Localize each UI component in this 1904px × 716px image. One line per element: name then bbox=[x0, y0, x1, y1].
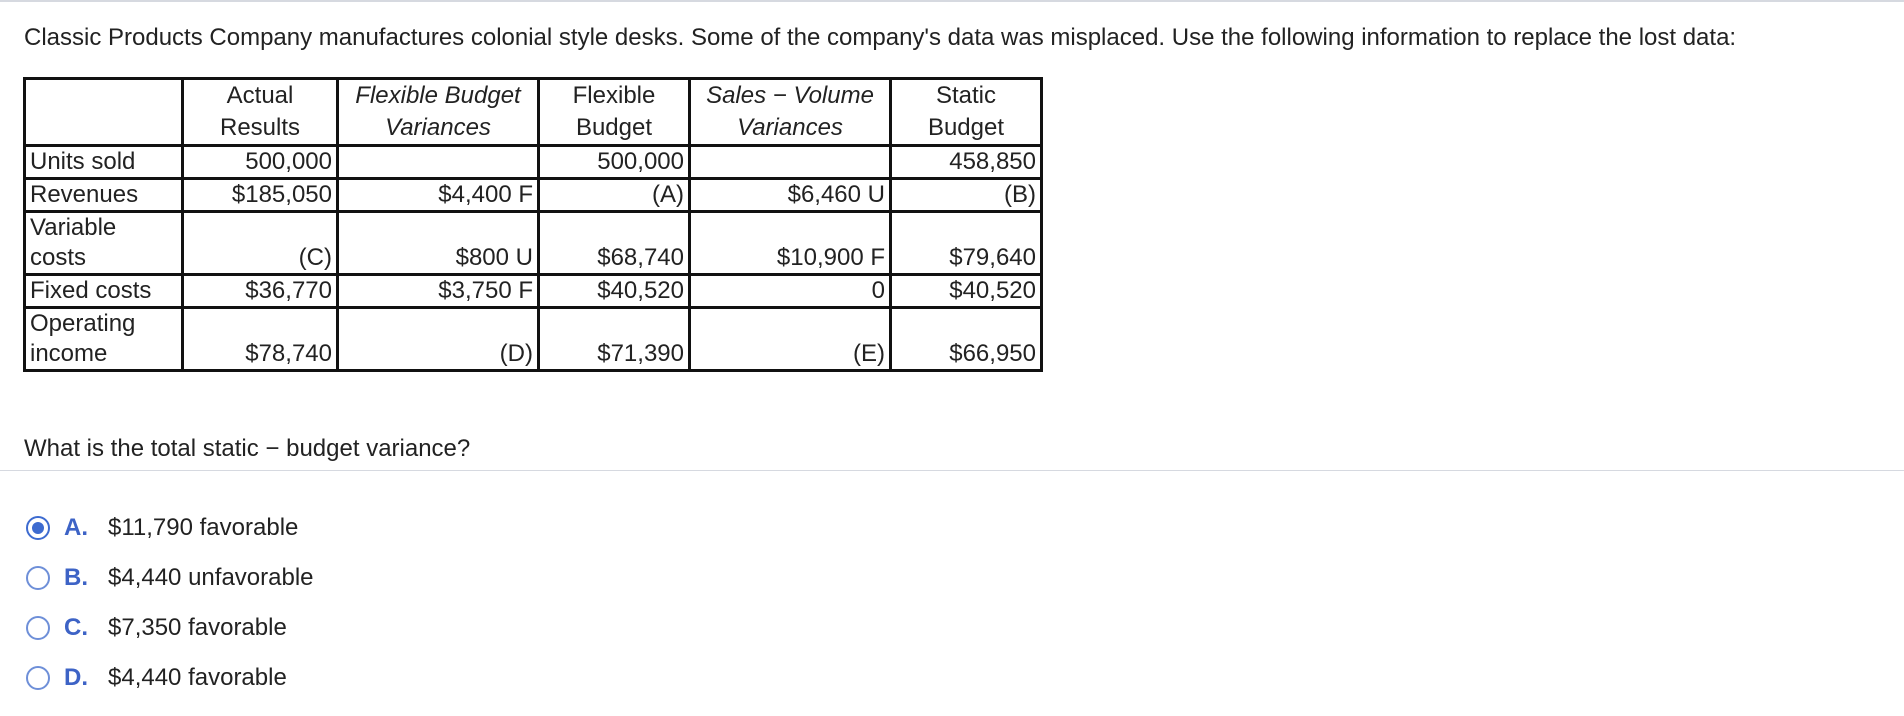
table-cell: $4,400 F bbox=[338, 179, 539, 212]
table-cell: $6,460 U bbox=[690, 179, 891, 212]
header-cell-blank bbox=[25, 79, 183, 146]
table-cell: $71,390 bbox=[539, 308, 690, 371]
table-cell bbox=[338, 146, 539, 179]
table-row bbox=[25, 179, 1042, 212]
row-label: Variable costs bbox=[25, 212, 183, 275]
table-row bbox=[25, 275, 1042, 308]
option-letter: D. bbox=[64, 664, 88, 691]
row-label: Units sold bbox=[25, 146, 183, 179]
table-cell: (D) bbox=[338, 308, 539, 371]
option-text: $7,350 favorable bbox=[108, 614, 287, 641]
table-row bbox=[25, 212, 1042, 275]
table-cell: (B) bbox=[891, 179, 1042, 212]
table-cell: $40,520 bbox=[891, 275, 1042, 308]
table-cell: $800 U bbox=[338, 212, 539, 275]
table-cell: $40,520 bbox=[539, 275, 690, 308]
top-divider bbox=[0, 0, 1904, 2]
header-static-budget: Static Budget bbox=[891, 79, 1042, 146]
header-sales-volume-variances: Sales − Volume Variances bbox=[690, 79, 891, 146]
option-text: $4,440 favorable bbox=[108, 664, 287, 691]
radio-icon[interactable] bbox=[26, 616, 50, 640]
row-label: Revenues bbox=[25, 179, 183, 212]
header-flexible-budget: Flexible Budget bbox=[539, 79, 690, 146]
table-cell: $36,770 bbox=[183, 275, 338, 308]
option-letter: B. bbox=[64, 564, 88, 591]
radio-selected-icon[interactable] bbox=[26, 516, 50, 540]
question-text: What is the total static − budget variance? bbox=[24, 435, 471, 462]
row-label: Operating income bbox=[25, 308, 183, 371]
option-letter: C. bbox=[64, 614, 88, 641]
question-divider bbox=[0, 470, 1904, 471]
answer-options bbox=[26, 503, 314, 703]
table-cell bbox=[690, 146, 891, 179]
radio-icon[interactable] bbox=[26, 566, 50, 590]
radio-dot-icon bbox=[32, 522, 44, 534]
table-cell: 0 bbox=[690, 275, 891, 308]
option-d[interactable] bbox=[26, 653, 314, 703]
table-cell: $185,050 bbox=[183, 179, 338, 212]
table-cell: 500,000 bbox=[539, 146, 690, 179]
table-row bbox=[25, 308, 1042, 371]
header-actual-results: Actual Results bbox=[183, 79, 338, 146]
option-letter: A. bbox=[64, 514, 88, 541]
table-header-row bbox=[25, 79, 1042, 146]
table-cell: $3,750 F bbox=[338, 275, 539, 308]
option-c[interactable] bbox=[26, 603, 314, 653]
problem-intro: Classic Products Company manufactures colonial style desks. Some of the company's data was misplaced. Use the following information to replace the lost data: bbox=[24, 24, 1737, 51]
table-row bbox=[25, 146, 1042, 179]
option-text: $4,440 unfavorable bbox=[108, 564, 314, 591]
radio-icon[interactable] bbox=[26, 666, 50, 690]
table-cell: $78,740 bbox=[183, 308, 338, 371]
header-flexible-budget-variances: Flexible Budget Variances bbox=[338, 79, 539, 146]
table-cell: 458,850 bbox=[891, 146, 1042, 179]
row-label: Fixed costs bbox=[25, 275, 183, 308]
option-b[interactable] bbox=[26, 553, 314, 603]
table-cell: (E) bbox=[690, 308, 891, 371]
table-cell: $10,900 F bbox=[690, 212, 891, 275]
budget-table bbox=[23, 77, 1043, 372]
table-cell: $79,640 bbox=[891, 212, 1042, 275]
option-a[interactable] bbox=[26, 503, 314, 553]
table-cell: (C) bbox=[183, 212, 338, 275]
table-cell: $66,950 bbox=[891, 308, 1042, 371]
option-text: $11,790 favorable bbox=[108, 514, 299, 541]
table-cell: 500,000 bbox=[183, 146, 338, 179]
table-cell: (A) bbox=[539, 179, 690, 212]
table-cell: $68,740 bbox=[539, 212, 690, 275]
